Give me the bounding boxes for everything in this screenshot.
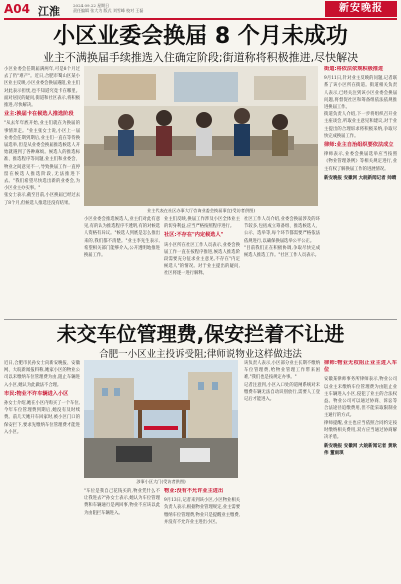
section-title: 江淮 bbox=[38, 5, 60, 18]
story2-col5 bbox=[324, 360, 397, 580]
story1-col4 bbox=[244, 216, 320, 316]
newspaper-logo: 新安晚报 bbox=[325, 1, 397, 17]
story1-subhead: 社区:不存在"内定候选人" bbox=[164, 232, 224, 239]
story1-paragraph: 该小区所在社区工作人员表示,业委会换届工作一直在按程序推进,候选人推选阶段需要充分征求业主意见,不存在"内定候选人"的情况。对于业主提出的疑问,社区将逐一进行解释。 bbox=[164, 242, 240, 277]
story2-photo bbox=[84, 360, 238, 478]
story2-paragraph: 该负责人表示,小区部分业主长期不缴纳车位管理费,给物业管理工作带来困难,"我们也是按规定办事。" bbox=[244, 361, 320, 381]
story1-paragraph: 张女士表示,截至目前,小区换届已经过去了8个月,但候选人推选还没有结果。 bbox=[4, 193, 80, 206]
story1-byline: 新安晚报 安徽网 大皖新闻记者 帅晴 bbox=[324, 175, 397, 181]
story2-byline: 新安晚报 安徽网 大皖新闻记者 黄耿伟 董雨琪 bbox=[324, 444, 397, 457]
story2-subheadline: 合肥一小区业主投诉受阻;律师说物业这样做违法 bbox=[99, 349, 302, 360]
story1-paragraph: 小区业委会任期届满两年,可是8个月过去了仍"难产"。近日,合肥市蜀山区某小区业主反映,小区业委会换届遇阻,业主们对此表示担忧,也不知道究竟卡在哪里。面对居民的疑问,街道和社区表示,将积极推进,尽快解决。 bbox=[4, 67, 80, 109]
story1-col2 bbox=[84, 216, 160, 316]
story1-photo bbox=[84, 66, 318, 206]
story1-photo-caption: 业主代表在社区办事大厅咨询业委会换届事宜(受访者供图) bbox=[147, 208, 255, 213]
header-editors: 责任编辑 张大为 版式 刘雪峰 校对 王磊 bbox=[73, 8, 144, 13]
story1-paragraph: 街道负责人介绍,下一步将组织召开业主座谈会,听取业主意见和建议,对于业主提出的合理诉求将积极采纳,争取尽快完成换届工作。 bbox=[324, 112, 397, 139]
story1-paragraph: 9月11日,针对业主反映的问题,记者联系了该小区所在街道。街道相关负责人表示,已经关注到该小区业委会换届问题,将督促社区和筹备组依法依规推进换届工作。 bbox=[324, 76, 397, 111]
story2-col3 bbox=[164, 488, 240, 580]
story2-subhead: 律师:物业无权阻止业主进入车位 bbox=[324, 360, 397, 374]
story1-paragraph: 律师表示,业委会换届选举应当按照《物业管理条例》等相关规定进行,业主有权了解换届工作的进展情况。 bbox=[324, 152, 397, 172]
story1-paragraph: "目前我们正在积极协调,争取尽快完成候选人推选工作。"社区工作人员表示。 bbox=[244, 245, 320, 259]
story2-paragraph: 近日,合肥市民孙女士向新安晚报、安徽网、大皖新闻报料称,她家小区的物业公司以未缴纳车位管理费为由,阻止车辆进入小区,她认为此做法不合理。 bbox=[4, 361, 80, 388]
story1-subhead: 律师:业主自治组织要依法成立 bbox=[324, 142, 394, 149]
story1-subhead: 业主:换届卡在候选人推选阶段 bbox=[4, 111, 74, 118]
story2-paragraph: 孙女士介绍,她在小区内购买了一个车位,今年车位管理费到期后,她没有及时续费。前几天她开车回家时,被小区门口的保安拦下,要求先缴纳车位管理费才能进入小区。 bbox=[4, 401, 80, 435]
story2-paragraph: 律师提醒,业主也应当依照合同约定按时缴纳相关费用,双方应当通过协商解决矛盾。 bbox=[324, 420, 397, 441]
story1-paragraph: "从去年年底开始,业主们就在为换届的事情奔走。"业主张女士说,小区上一届业委会任期到期后,业主们一直在等待换届选举,但是从业委会换届推选候选人开始就遇到了各种麻烦。候选人的推选标准、推选程序等问题,业主们和业委会、物业之间意见不一,导致换届工作一直停留在候选人推选阶段,无法推进下去。"我们希望尽快选出新的业委会,为小区业主办实事。" bbox=[4, 121, 80, 192]
story1-paragraph: 社区工作人员介绍,业委会换届涉及的环节较多,包括成立筹备组、推选候选人、公示、选举等,每个环节都需要严格依法依规进行,以确保换届选举公平公正。 bbox=[244, 217, 320, 244]
header-meta bbox=[73, 3, 143, 13]
story2-col2 bbox=[84, 488, 160, 580]
office-hall-image bbox=[84, 66, 318, 206]
story1-col1 bbox=[4, 66, 80, 316]
header-date: 2024.09.22 星期日 bbox=[73, 3, 110, 8]
page-number: A04 bbox=[4, 2, 30, 16]
story2-paragraph: 安徽某律师事务所律师表示,物业公司以业主未缴纳车位管理费为由阻止业主车辆进入小区,侵犯了业主的合法权益。物业公司可以通过协商、诉讼等合法途径追缴费用,但不能采取限制业主通行的方式。 bbox=[324, 377, 397, 419]
story2-headline: 未交车位管理费,保安拦着不让进 bbox=[56, 322, 345, 346]
story1-paragraph: 小区业委会推选候选人,业主们对此有意见,有的认为推选程序不透明,有的对候选人资格有异议。"候选人到底是怎么推出来的,我们都不清楚。"业主李先生表示,希望相关部门能够介入,公开透明地推进换届工作。 bbox=[84, 217, 160, 259]
story1-subhead: 街道:将依法依规积极推进 bbox=[324, 66, 384, 72]
story-divider bbox=[4, 319, 397, 320]
story2-paragraph: 记者注意到,小区入口处的道闸系统对未缴费车辆无法自动识别放行,需要人工登记后才能进入。 bbox=[244, 382, 320, 403]
story1-headline: 小区业委会换届 8 个月未成功 bbox=[53, 24, 348, 49]
story1-col5 bbox=[324, 66, 397, 316]
story2-paragraph: 9月13日,记者来到该小区,小区物业相关负责人表示,根据物业管理规定,业主需要缴纳车位管理费,物业只是提醒业主缴费,并没有不允许业主进出小区。 bbox=[164, 498, 240, 525]
story1-paragraph: 业主们反映,换届工作涉及小区全体业主的切身利益,应当严格按照程序进行。 bbox=[164, 217, 240, 230]
residential-gate-image bbox=[84, 360, 238, 478]
story2-photo-caption: 涉事小区大门(受访者供图) bbox=[136, 479, 186, 484]
story1-col3 bbox=[164, 216, 240, 316]
story2-subhead: 物业:没有不允许业主进出 bbox=[164, 488, 224, 494]
story2-col4 bbox=[244, 360, 320, 580]
header-rule bbox=[4, 18, 397, 20]
story2-col1 bbox=[4, 360, 80, 580]
story2-paragraph: "车位是我自己花钱买的,物业凭什么不让我进去?"孙女士表示,她认为车位管理费和车辆通行是两回事,物业不应该以此为由阻拦车辆进入。 bbox=[84, 489, 160, 516]
story1-subheadline: 业主不满换届手续推选入住确定阶段;街道称将积极推进,尽快解决 bbox=[42, 51, 359, 64]
story2-subhead: 市民:物业不许车辆进入小区 bbox=[4, 390, 69, 397]
